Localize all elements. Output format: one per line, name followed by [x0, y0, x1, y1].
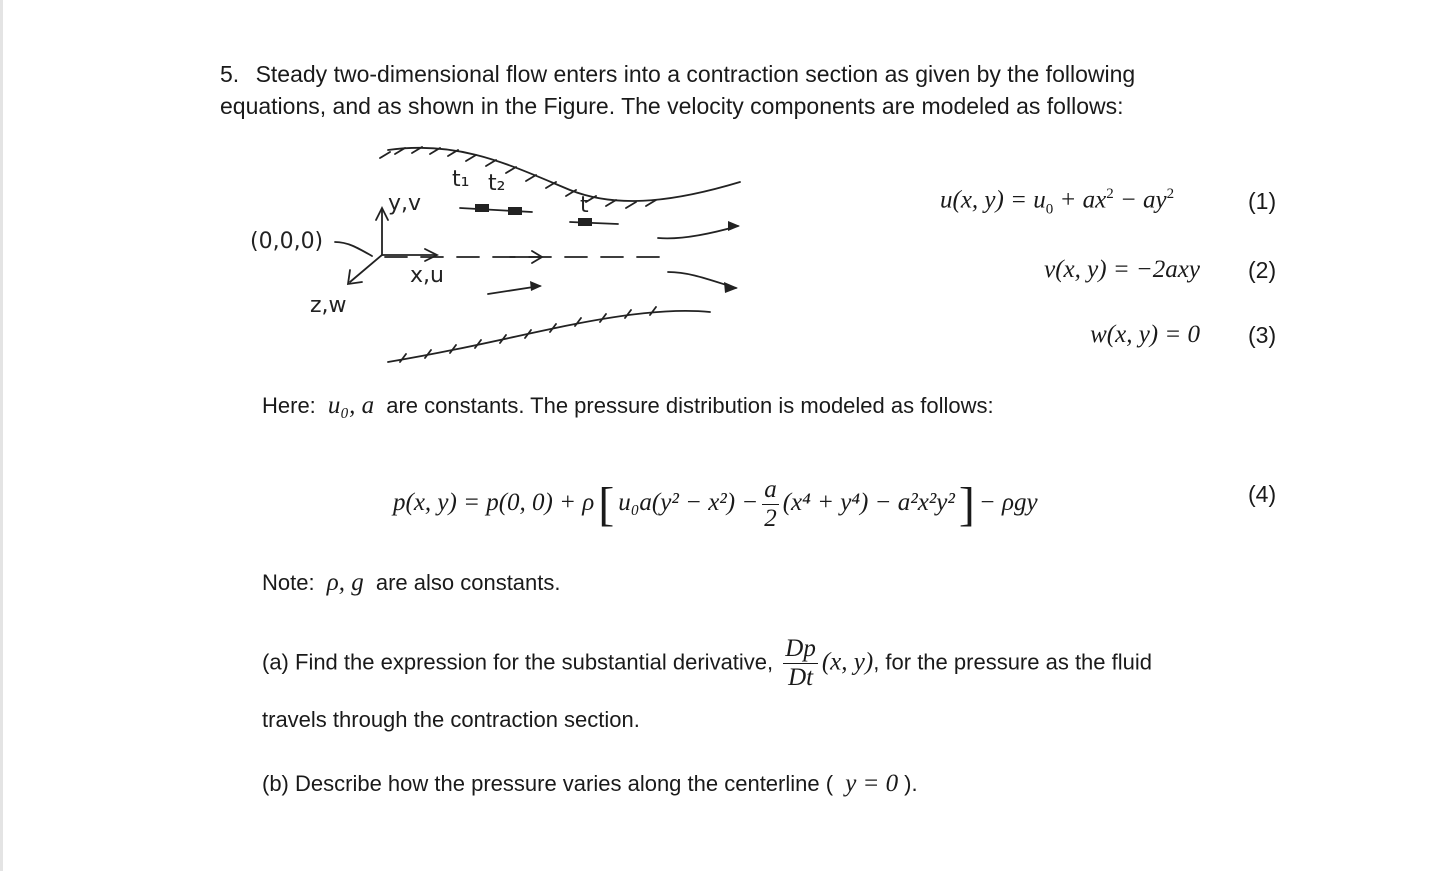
equation-2: v(x, y) = −2axy [1044, 256, 1200, 283]
problem-intro: Steady two-dimensional flow enters into a contraction section as given by the following equations, and as shown in the Figure. The velocity components are modeled as follows: [220, 61, 1136, 119]
pressure-fraction: $\frac{a}{2}$ [764, 476, 777, 532]
pressure-tail: − ρgy [978, 489, 1038, 517]
equation-2-number: (2) [1248, 257, 1277, 283]
here-constants: u₀, a [327, 392, 375, 419]
upper-hatch [380, 147, 656, 208]
particle-3 [578, 218, 592, 226]
part-a-text: (a) Find the expression for the substantial derivative, [262, 649, 774, 675]
note-line [262, 569, 561, 597]
dp-dt-fraction: $\frac{Dp}{Dt}$ [785, 635, 816, 691]
here-suffix: are constants. The pressure distribution is modeled as follows: [386, 393, 994, 418]
part-b-text: (b) Describe how the pressure varies along the centerline ( [262, 771, 834, 796]
particle-path-2 [570, 222, 618, 224]
arrowhead-2 [530, 281, 542, 291]
part-b-close: ). [904, 771, 918, 796]
t2-label: t₂ [488, 171, 506, 196]
lower-wall [388, 311, 710, 362]
pressure-inner-b: (x⁴ + y⁴) − a²x²y² [782, 489, 955, 517]
contraction-figure [240, 130, 780, 380]
t1-label: t₁ [452, 167, 470, 192]
t-label: t [580, 193, 589, 218]
part-a [262, 635, 1152, 692]
pressure-inner-a: u₀a(y² − x²) − [618, 489, 759, 517]
arrowhead-3 [724, 282, 738, 293]
z-axis-label: z,w [310, 293, 347, 318]
part-a-line2: travels through the contraction section. [262, 707, 640, 732]
right-bracket: ] [958, 478, 975, 532]
equation-1-number: (1) [1248, 188, 1277, 214]
lower-hatch [400, 307, 656, 362]
upper-wall [388, 148, 740, 201]
part-a-tail: , for the pressure as the fluid [873, 649, 1153, 675]
note-prefix: Note: [262, 570, 315, 595]
y-axis-label: y,v [388, 191, 422, 216]
pressure-equation [393, 476, 1038, 533]
part-b-condition: y = 0 [845, 770, 899, 797]
problem-number: 5. [220, 61, 240, 87]
equation-3: w(x, y) = 0 [1090, 321, 1200, 348]
streamline-1 [658, 226, 738, 238]
here-prefix: Here: [262, 393, 316, 418]
particle-1 [475, 204, 489, 212]
equation-1: u(x, $y) = u_0 + ax^2 - ay^2$ [940, 186, 1175, 218]
part-b [262, 770, 918, 798]
problem-statement [220, 58, 1220, 122]
page-edge [0, 0, 3, 871]
z-axis [350, 255, 382, 282]
equation-4-number: (4) [1248, 481, 1277, 507]
note-constants: ρ, g [326, 569, 364, 596]
equation-3-number: (3) [1248, 322, 1277, 348]
part-a-args: (x, y) [821, 648, 874, 676]
note-suffix: are also constants. [375, 570, 561, 595]
arrowhead-1 [728, 221, 740, 231]
origin-label: (0,0,0) [250, 229, 324, 254]
particle-2 [508, 207, 522, 215]
pressure-lhs: p(x, y) = p(0, 0) + ρ [393, 489, 595, 517]
x-axis-label: x,u [410, 263, 444, 288]
here-line [262, 392, 994, 420]
origin-pointer [335, 242, 372, 256]
left-bracket: [ [598, 478, 615, 532]
